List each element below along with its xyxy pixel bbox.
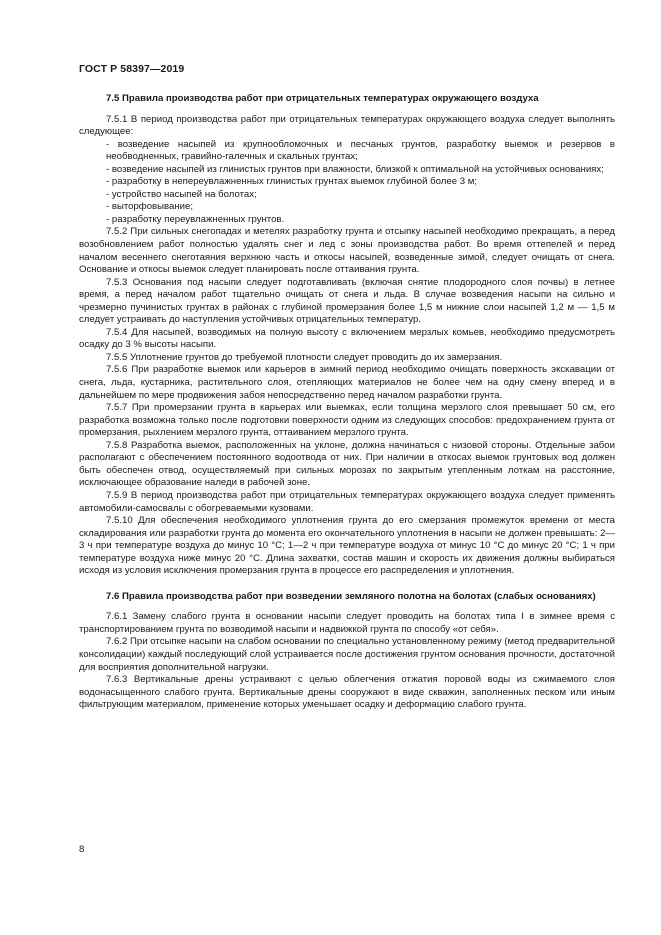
heading-spacer	[79, 106, 615, 114]
clause-7-5-4: 7.5.4 Для насыпей, возводимых на полную высоту с включением мерзлых комьев, необходимо предусмотреть осадку до 3 % высоты насыпи.	[79, 326, 615, 351]
clause-7-6-2: 7.6.2 При отсыпке насыпи на слабом основании по специально установленному режиму (метод предварительной консолидации) каждый последующий слой устраивается после достижения грунтом основания прочности, достаточной для восприятия дополнительной нагрузки.	[79, 636, 615, 673]
list-item: - разработку переувлажненных грунтов.	[106, 213, 285, 225]
clause-7-6-1: 7.6.1 Замену слабого грунта в основании насыпи следует проводить на болотах типа I в зимнее время с транспортированием грунта по возводимой насыпи и надвижкой грунта по способу «от себя».	[79, 611, 615, 635]
list-item: - возведение насыпей из глинистых грунтов при влажности, близкой к оптимальной на устойчивых основаниях;	[106, 163, 604, 175]
section-7-5-heading: 7.5 Правила производства работ при отрицательных температурах окружающего воздуха	[106, 93, 539, 104]
clause-7-5-1: 7.5.1 В период производства работ при отрицательных температурах окружающего воздуха следует выполнять следующее:	[79, 113, 615, 138]
clause-7-5-8: 7.5.8 Разработка выемок, расположенных на уклоне, должна начинаться с низовой стороны. Отдельные забои располагают с обеспечением постоянного водоотвода от них. При наличии в откосах выемок грунтовых вод должен быть обеспечен отвод, осуществляемый при сильных морозах по закрытым утепленным лоткам на расстояние, исключающее образование наледи в рабочей зоне.	[79, 439, 615, 489]
heading-spacer	[79, 603, 615, 611]
list-item: - устройство насыпей на болотах;	[106, 188, 257, 200]
page-number: 8	[79, 844, 85, 855]
clause-7-5-6: 7.5.6 При разработке выемок или карьеров в зимний период необходимо очищать поверхность экскавации от снега, льда, кустарника, растительного слоя, отепляющих материалов не более чем на одну смену вперед и в дальнейшем по мере продвижения забоя непосредственно перед началом разработки грунта.	[79, 364, 615, 401]
list-item: - возведение насыпей из крупнообломочных и песчаных грунтов, разработку выемок и резервов в необводненных, гравийно-галечных и скальных грунтах;	[106, 138, 615, 163]
clause-7-5-2: 7.5.2 При сильных снегопадах и метелях разработку грунта и отсыпку насыпей необходимо прекращать, а перед возобновлением работ полностью удалять снег и лед с зоны производства работ. Во время оттепелей и перед началом весеннего снеготаяния верхнюю часть и откосы насыпей, возведенные зимой, следует очищать от снега. Основание и откосы выемок следует планировать после оттаивания грунта.	[79, 226, 615, 276]
clause-7-5-7: 7.5.7 При промерзании грунта в карьерах или выемках, если толщина мерзлого слоя превышает 50 см, его разработка возможна только после подготовки поверхности одним из следующих способов: предохранением грунта от промерзания, рыхлением мерзлого грунта, оттаиванием мерзлого грунта.	[79, 402, 615, 439]
clause-7-5-5: 7.5.5 Уплотнение грунтов до требуемой плотности следует проводить до их замерзания.	[106, 351, 503, 363]
document-body	[79, 93, 615, 712]
clause-7-5-3: 7.5.3 Основания под насыпи следует подготавливать (включая снятие плодородного слоя почвы) в летнее время, а перед началом работ тщательно очищать от снега и льда. В случае возведения насыпи на сильно и чрезмерно пучинистых грунтах в районах с глубиной промерзания более 1,5 м нижние слои насыпей 1,2 м — 1,5 м следует устраивать до наступления устойчивых отрицательных температур.	[79, 276, 615, 326]
standard-designation: ГОСТ Р 58397—2019	[79, 63, 185, 75]
list-item: - разработку в непереувлажненных глинистых грунтах выемок глубиной более 3 м;	[106, 176, 477, 188]
section-7-6-heading: 7.6 Правила производства работ при возведении земляного полотна на болотах (слабых основаниях)	[106, 590, 596, 602]
clause-7-5-9: 7.5.9 В период производства работ при отрицательных температурах окружающего воздуха следует применять автомобили-самосвалы с обогреваемыми кузовами.	[79, 489, 615, 514]
list-item: - выторфовывание;	[106, 201, 194, 213]
clause-7-6-3: 7.6.3 Вертикальные дрены устраивают с целью облегчения отжатия поровой воды из сжимаемого слоя водонасыщенного слабого грунта. Вертикальные дрены сооружают в виде скважин, заполненных песком или иным фильтрующим материалом, применение которых уменьшает осадку и деформацию слабого грунта.	[79, 674, 615, 711]
clause-7-5-10: 7.5.10 Для обеспечения необходимого уплотнения грунта до его смерзания промежуток времени от места складирования или разработки грунта до момента его окончательного уплотнения в насыпи не должен превышать: 2—3 ч при температуре воздуха до минус 10 °С; 1—2 ч при температуре воздуха от минус 10 °С до минус 20 °С; 1 ч при температуре воздуха ниже минус 20 °С. Длина захватки, состав машин и скорость их движения должны выбираться исходя из условия исключения промерзания грунта в процессе его распределения и уплотнения.	[79, 515, 615, 577]
